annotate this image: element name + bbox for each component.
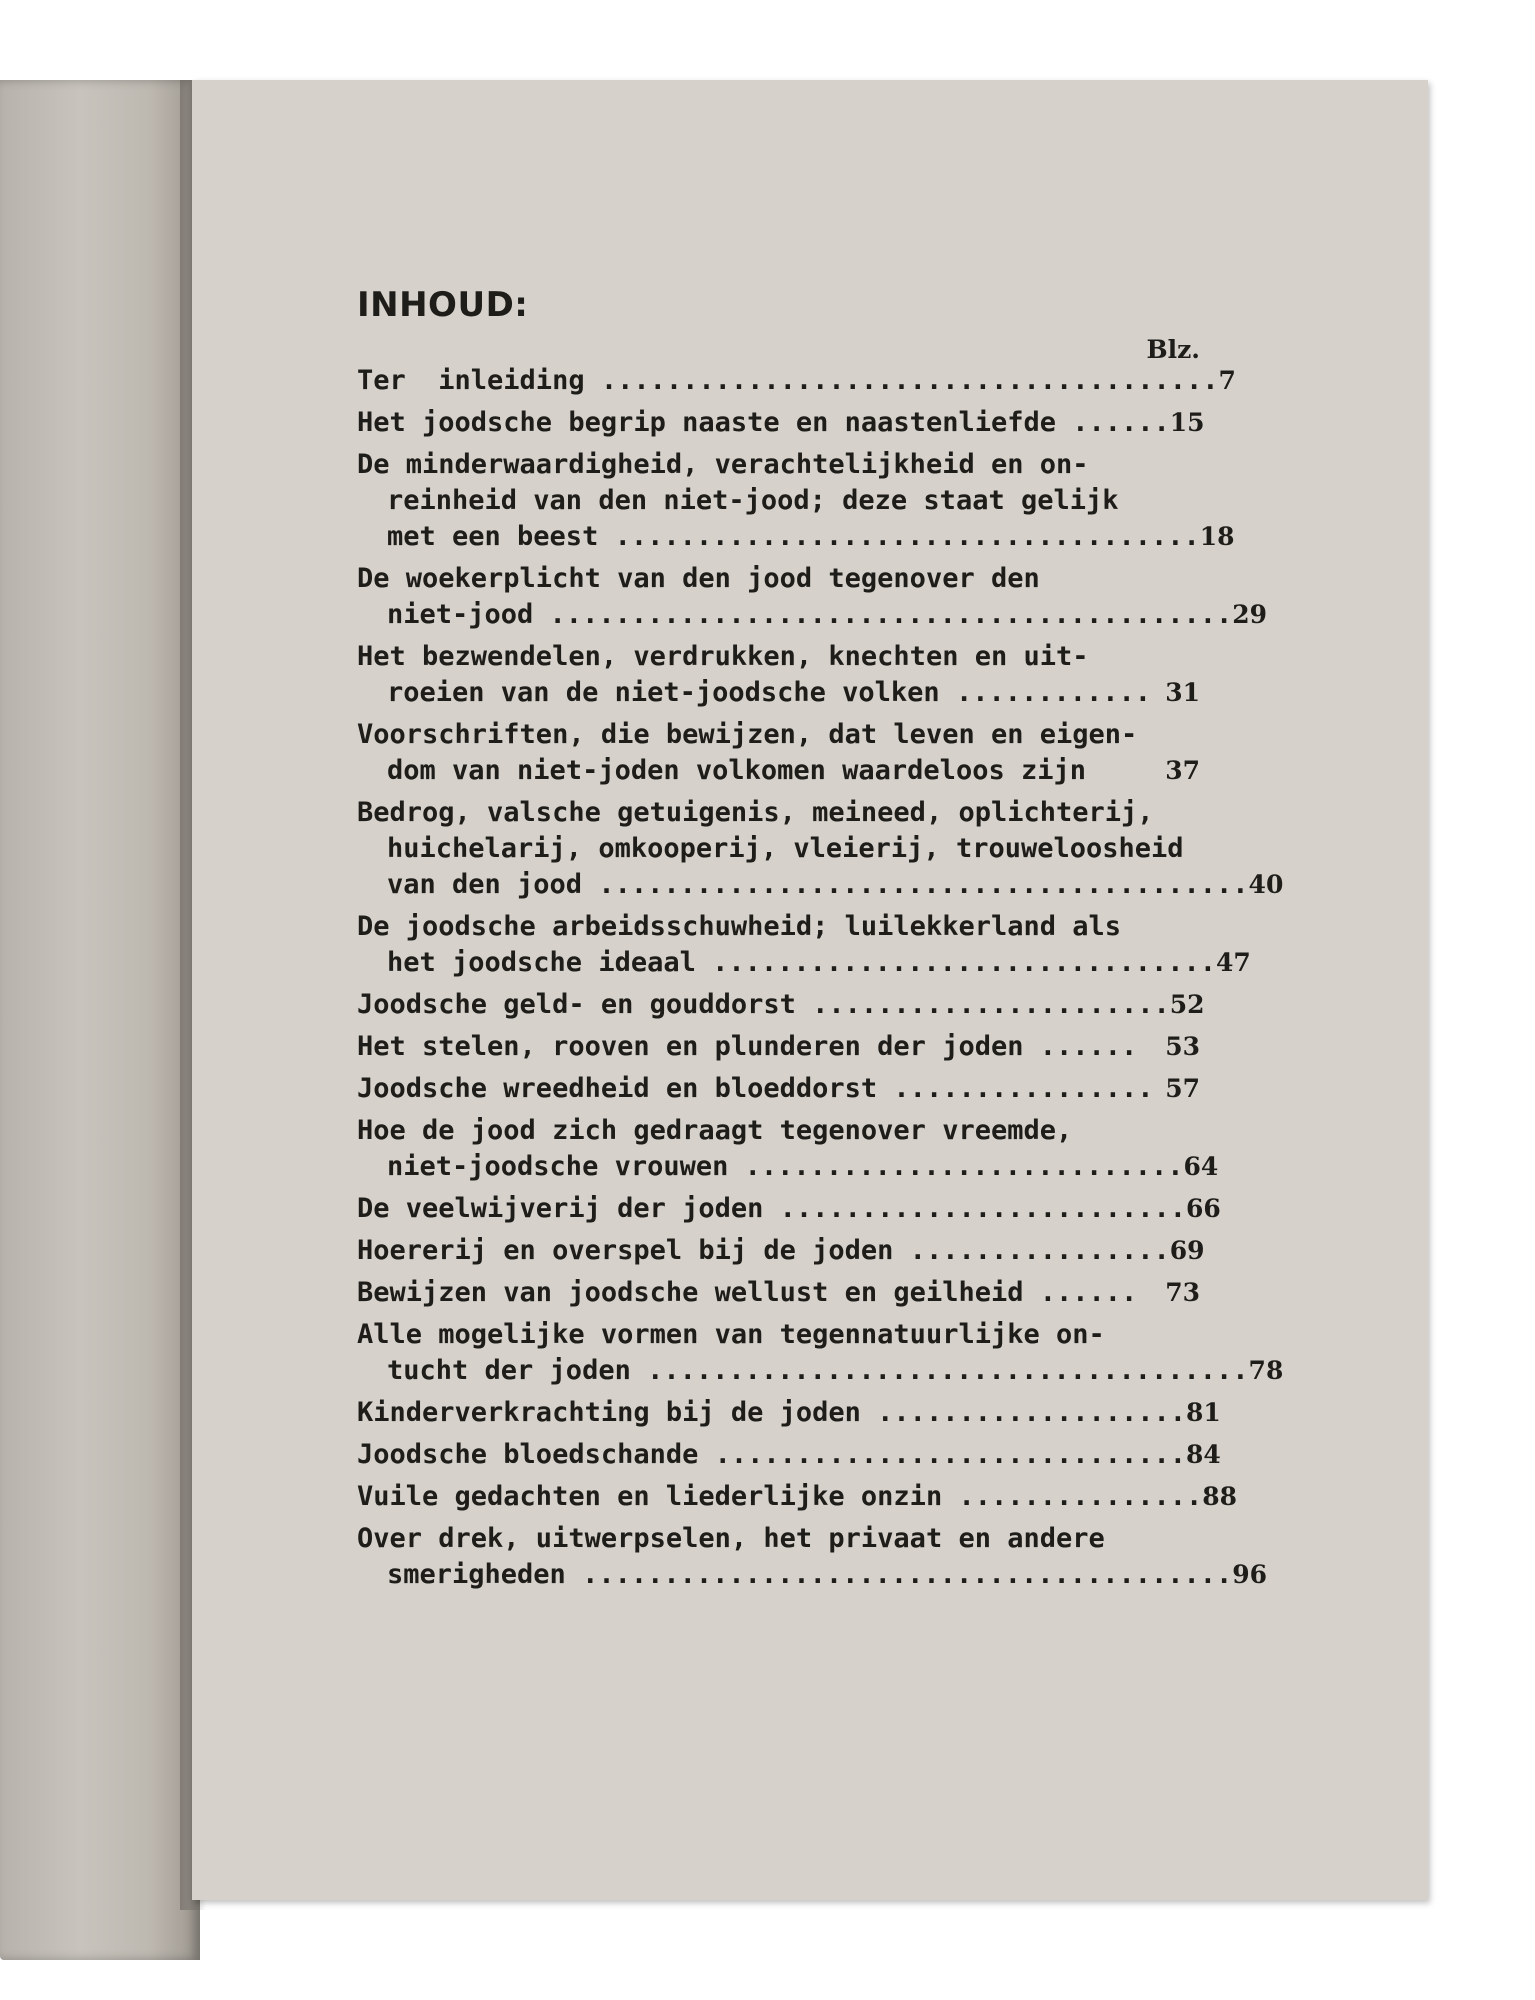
toc-page-number: 78	[1248, 1356, 1284, 1385]
toc-entry	[357, 561, 1268, 633]
toc-entry-line: Vuile gedachten en liederlijke onzin ...............	[357, 1481, 1203, 1512]
table-of-contents	[357, 285, 1284, 1599]
toc-entry	[357, 1479, 1238, 1515]
toc-page-number: 66	[1186, 1194, 1221, 1223]
toc-entry	[357, 1113, 1219, 1185]
toc-page-number: 40	[1248, 870, 1284, 899]
toc-page-number: 64	[1183, 1152, 1219, 1181]
toc-page-number: 52	[1169, 990, 1205, 1019]
toc-entry	[357, 1317, 1284, 1389]
toc-entry-line: Kinderverkrachting bij de joden ...................	[357, 1397, 1187, 1428]
toc-page-number: 15	[1169, 408, 1205, 437]
toc-page-number: 18	[1199, 522, 1235, 551]
toc-entry-title	[357, 405, 1170, 441]
toc-entry	[357, 1191, 1221, 1227]
toc-entry-title	[357, 1275, 1137, 1311]
page-column-header: Blz.	[1146, 335, 1200, 364]
toc-entry-line: Hoererij en overspel bij de joden ................	[357, 1235, 1170, 1266]
toc-entry-line: het joodsche ideaal ...............................	[387, 947, 1217, 978]
toc-entry-line: Joodsche wreedheid en bloeddorst ................	[357, 1073, 1154, 1104]
toc-page-number: 88	[1202, 1482, 1238, 1511]
toc-entry-line: Het joodsche begrip naaste en naastenliefde ......	[357, 407, 1170, 438]
toc-entry-title	[357, 1191, 1186, 1227]
toc-entry-title	[357, 1479, 1202, 1515]
toc-entry-title	[357, 639, 1151, 711]
toc-entry-line: reinheid van den niet-jood; deze staat gelijk	[387, 485, 1119, 516]
toc-entry	[357, 1275, 1212, 1311]
toc-entry	[357, 1029, 1212, 1065]
toc-title: INHOUD:	[357, 285, 529, 325]
toc-page-number: 73	[1165, 1278, 1200, 1307]
toc-entry-title	[357, 363, 1219, 399]
toc-page-number: 84	[1186, 1440, 1221, 1469]
toc-entry-title	[357, 1113, 1184, 1185]
toc-page-number: 96	[1232, 1560, 1268, 1589]
toc-entry-title	[357, 561, 1232, 633]
toc-entry-title	[357, 1029, 1137, 1065]
toc-entry	[357, 987, 1212, 1023]
toc-entry-line: De woekerplicht van den jood tegenover den	[357, 563, 1040, 594]
toc-entries	[357, 363, 1284, 1593]
toc-entry	[357, 717, 1212, 789]
toc-entry	[357, 795, 1284, 903]
toc-entry-title	[357, 1437, 1186, 1473]
toc-entry-line: niet-joodsche vrouwen ...........................	[387, 1151, 1184, 1182]
toc-entry-line: Alle mogelijke vormen van tegennatuurlijke on-	[357, 1319, 1105, 1350]
toc-entry-title	[357, 717, 1137, 789]
toc-entry	[357, 639, 1212, 711]
toc-page-number: 53	[1165, 1032, 1200, 1061]
toc-entry-line: De minderwaardigheid, verachtelijkheid en on-	[357, 449, 1089, 480]
toc-entry-line: Voorschriften, die bewijzen, dat leven en eigen-	[357, 719, 1138, 750]
toc-page-number: 37	[1165, 756, 1200, 785]
toc-entry-line: Joodsche geld- en gouddorst ......................	[357, 989, 1170, 1020]
toc-entry-line: huichelarij, omkooperij, vleierij, trouweloosheid	[387, 833, 1184, 864]
toc-entry-line: Bewijzen van joodsche wellust en geilheid ......	[357, 1277, 1138, 1308]
toc-entry-title	[357, 795, 1249, 903]
toc-page-number: 29	[1232, 600, 1268, 629]
toc-entry-line: met een beest ....................................	[387, 521, 1200, 552]
toc-entry-line: roeien van de niet-joodsche volken ............	[387, 677, 1152, 708]
toc-entry	[357, 405, 1212, 441]
toc-entry	[357, 909, 1251, 981]
toc-entry	[357, 1521, 1268, 1593]
toc-entry-line: Het stelen, rooven en plunderen der joden ......	[357, 1031, 1138, 1062]
toc-entry-title	[357, 909, 1216, 981]
toc-entry-line: De joodsche arbeidsschuwheid; luilekkerland als	[357, 911, 1122, 942]
toc-entry-title	[357, 1395, 1186, 1431]
toc-entry	[357, 1395, 1221, 1431]
toc-entry	[357, 363, 1236, 399]
toc-entry-line: dom van niet-joden volkomen waardeloos zijn	[387, 755, 1086, 786]
toc-entry-title	[357, 1233, 1170, 1269]
toc-entry-title	[357, 1317, 1249, 1389]
toc-page-number: 7	[1218, 366, 1236, 395]
toc-entry-line: smerigheden ........................................	[387, 1559, 1233, 1590]
toc-entry-line: Over drek, uitwerpselen, het privaat en andere	[357, 1523, 1105, 1554]
toc-entry-line: De veelwijverij der joden .........................	[357, 1193, 1187, 1224]
toc-entry-line: van den jood ........................................	[387, 869, 1249, 900]
toc-entry	[357, 1233, 1212, 1269]
toc-entry	[357, 447, 1235, 555]
toc-entry-line: Het bezwendelen, verdrukken, knechten en uit-	[357, 641, 1089, 672]
toc-page-number: 69	[1169, 1236, 1205, 1265]
toc-entry-line: Bedrog, valsche getuigenis, meineed, oplichterij,	[357, 797, 1154, 828]
toc-entry	[357, 1071, 1212, 1107]
toc-entry-title	[357, 987, 1170, 1023]
toc-page-number: 47	[1216, 948, 1251, 977]
toc-page-number: 81	[1186, 1398, 1221, 1427]
toc-entry	[357, 1437, 1221, 1473]
toc-entry-line: Joodsche bloedschande .............................	[357, 1439, 1187, 1470]
toc-entry-title	[357, 1071, 1154, 1107]
left-page	[0, 80, 200, 1960]
toc-page-number: 57	[1165, 1074, 1200, 1103]
toc-entry-title	[357, 447, 1200, 555]
toc-entry-line: tucht der joden .....................................	[387, 1355, 1249, 1386]
toc-entry-line: Ter inleiding ......................................	[357, 365, 1219, 396]
toc-entry-line: Hoe de jood zich gedraagt tegenover vreemde,	[357, 1115, 1073, 1146]
toc-entry-title	[357, 1521, 1232, 1593]
toc-entry-line: niet-jood ..........................................	[387, 599, 1233, 630]
toc-page-number: 31	[1165, 678, 1200, 707]
